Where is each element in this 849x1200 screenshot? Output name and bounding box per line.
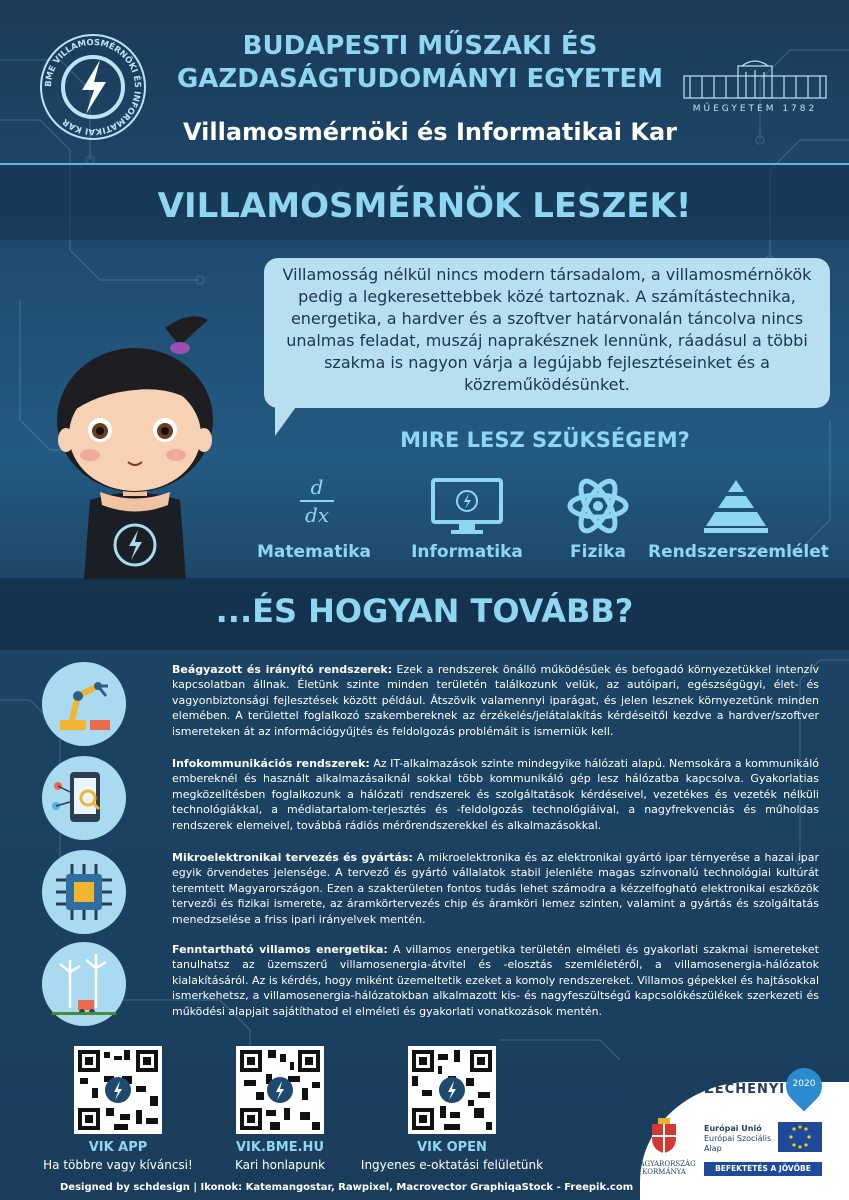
coat-of-arms-icon <box>650 1118 678 1154</box>
eu-flag-icon <box>778 1122 822 1152</box>
szechenyi-logo <box>686 1068 836 1108</box>
item-body: Az IT-alkalmazások szinte mindegyike hálózati alapú. Nemsokára a kommunikáló embereknél és használt alkalmazásaiknál sokkal több kommunikáló gép lesz hálózatba kapcsolva. Gyakorlatias megközelítésben foglalkozunk a hálózati rendszerek és szolgáltatások kérdéseivel, vezetékes és vezeték nélküli technológiákkal, a médiatartalom-terjesztés és -feldolgozás technológiáival, a nagyfrekvenciás és műholdas rendszerek elemeivel, továbbá rádiós mérőrendszerekkel és alkalmazásokkal. <box>172 757 819 832</box>
university-line2: GAZDASÁGTUDOMÁNYI EGYETEM <box>176 64 664 94</box>
szechenyi-year: 2020 <box>792 1079 816 1089</box>
robot-arm-icon <box>42 662 126 746</box>
derivative-denominator: dx <box>304 503 330 527</box>
qr-title-vik-open: VIK OPEN <box>417 1140 487 1155</box>
needs-heading: MIRE LESZ SZÜKSÉGEM? <box>400 428 690 452</box>
item-body: Ezek a rendszerek önálló működésűek és befogadó környezetükkel intenzív kapcsolatban állnak. Életünk szinte minden területén találkozunk velük, az autóipari, egészségügyi, élet- és vagyonbiztonsági fejlesztések között például. Átszövik valamennyi iparágat, és jelen lesznek környezetünk minden elemében. A területtel foglalkozó szakembereknek az érzékelés/jelátalakítás kérdéseitől kezdve a hardver/szoftver ismereteken át az információgyűjtés és feldolgozás problémáit is ismerniük kell. <box>172 663 820 738</box>
qr-subtitle-vik-bme-hu: Kari honlapunk <box>234 1158 326 1172</box>
eu-line1: Európai Unió <box>704 1124 762 1133</box>
item-sustainable-energy <box>172 942 819 1019</box>
faculty-logo <box>38 32 148 142</box>
credits: Designed by schdesign | Ikonok: Katemangostar, Rawpixel, Macrovector GraphiqaStock - Freepik.com <box>60 1182 634 1193</box>
qr-code-vik-bme-hu[interactable] <box>236 1046 324 1134</box>
item-infocom-systems <box>172 756 819 833</box>
logo-ring-label: BME VILLAMOSMÉRNÖKI ÉS INFORMATIKAI KAR <box>43 37 143 137</box>
qr-subtitle-vik-open: Ingyenes e-oktatási felületünk <box>360 1158 544 1172</box>
chip-icon <box>42 850 126 934</box>
monitor-icon <box>431 478 503 538</box>
government-label <box>628 1160 700 1176</box>
item-title: Fenntartható villamos energetika: <box>172 943 388 956</box>
eu-slogan: BEFEKTETÉS A JÖVŐBE <box>704 1162 822 1176</box>
item-title: Infokommunikációs rendszerek: <box>172 757 370 770</box>
derivative-icon <box>292 476 342 532</box>
wind-turbine-icon <box>42 942 126 1026</box>
item-body: A mikroelektronika és az elektronikai gyártó ipar térnyerése a hazai ipar egyik örvendetes jelensége. A tervező és gyártó vállalatok stabil jelenléte magas színvonalú technológiai kultúrát teremtett Magyarországon. Ezen a szakterületen fontos tudás lehet számodra a kézzelfogható elektronikai eszközök tervezői és fizikai ismerete, az áramkörtervezés chip és áramköri lemez szinten, valamint a gyártás és szolgáltatás menedzselése a friss ipari irányelvek mentén. <box>172 851 819 926</box>
need-label-physics: Fizika <box>570 542 626 562</box>
item-embedded-systems <box>172 662 819 739</box>
derivative-numerator: d <box>310 475 324 499</box>
main-title: VILLAMOSMÉRNÖK LESZEK! <box>157 186 692 226</box>
university-line1: BUDAPESTI MŰSZAKI ÉS <box>242 31 598 61</box>
government-line2: KORMÁNYA <box>642 1168 686 1176</box>
eu-label <box>704 1124 776 1154</box>
item-microelectronics <box>172 850 819 927</box>
continue-title: ...ÉS HOGYAN TOVÁBB? <box>215 592 634 630</box>
fraction-bar <box>300 500 334 502</box>
item-title: Beágyazott és irányító rendszerek: <box>172 663 393 676</box>
building-caption: MŰEGYETEM 1782 <box>692 104 818 114</box>
szechenyi-text: SZÉCHENYI <box>694 1082 786 1097</box>
girl-icon <box>30 290 240 580</box>
speech-bubble-tail <box>275 400 301 436</box>
qr-code-vik-open[interactable] <box>408 1046 496 1134</box>
eu-line3: Alap <box>704 1144 722 1153</box>
intro-text: Villamosság nélkül nincs modern társadalom, a villamosmérnökök pedig a legkeresettebbek közé tartoznak. A számítástechnika, energetika, a hardver és a szoftver határvonalán táncolva nincs unalmas feladat, muszáj naprakésznek lennünk, ráadásul a többi szakma is nagyon várja a legújabb fejlesztéseinket és a közreműködésünket. <box>282 265 812 394</box>
faculty-logo-icon <box>38 32 148 142</box>
university-building <box>680 58 830 118</box>
university-name <box>170 30 670 96</box>
need-label-systems: Rendszerszemlélet <box>648 542 829 562</box>
eu-line2: Európai Szociális <box>704 1134 772 1143</box>
need-label-math: Matematika <box>257 542 371 562</box>
atom-icon <box>566 474 630 538</box>
qr-title-vik-bme-hu: VIK.BME.HU <box>235 1140 324 1155</box>
qr-title-vik-app: VIK APP <box>88 1140 148 1155</box>
qr-code-vik-app[interactable] <box>74 1046 162 1134</box>
pyramid-icon <box>702 478 770 534</box>
faculty-name: Villamosmérnöki és Informatikai Kar <box>182 118 677 146</box>
tablet-network-icon <box>42 756 126 840</box>
item-title: Mikroelektronikai tervezés és gyártás: <box>172 851 413 864</box>
government-line1: MAGYARORSZÁG <box>632 1160 696 1168</box>
girl-illustration <box>30 290 240 580</box>
item-body: A villamos energetika területén elméleti és gyakorlati szakmai ismereteket tanulhatsz az üzemszerű villamosenergia-átvitel és -elosztás szemléletéről, a villamosenergia-hálózatok kialakításáról. Az is kérdés, hogy miként üzemeltetik ezeket a komoly rendszereket. Villamos gépekkel és hajtásokkal ismerkehetsz, a villamosenergia-hálózatokban alkalmazott kis- és nagyfeszültségű kapcsolókészülékek szerkezeti és működési alapjait sajátíthatod el elméleti és gyakorlati vonatkozások mentén. <box>172 943 819 1018</box>
qr-subtitle-vik-app: Ha többre vagy kíváncsi! <box>43 1158 193 1172</box>
building-icon <box>680 58 830 100</box>
need-label-informatics: Informatika <box>411 542 523 562</box>
